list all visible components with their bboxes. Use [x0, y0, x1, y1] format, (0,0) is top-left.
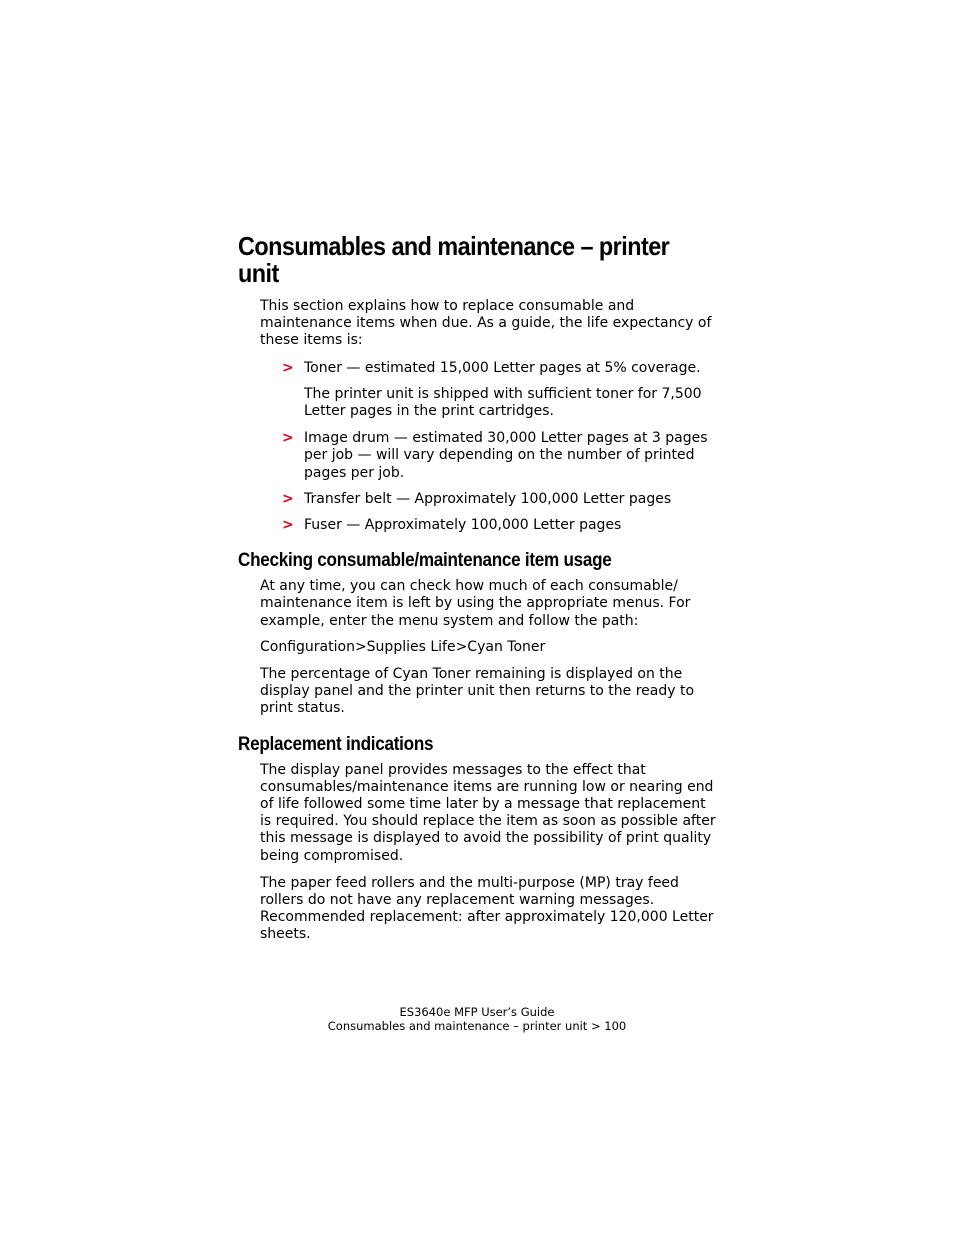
life-expectancy-list: [238, 360, 718, 377]
bullet-arrow-icon: >: [282, 490, 294, 507]
list-item-text: Transfer belt — Approximately 100,000 Letter pages: [304, 490, 672, 507]
list-item-transfer-belt: [282, 490, 716, 508]
intro-paragraph: This section explains how to replace consumable and maintenance items when due. As a guide, the life expectancy of these items is:: [260, 298, 712, 349]
page-footer: [0, 1006, 954, 1033]
list-item-text: Fuser — Approximately 100,000 Letter pages: [304, 517, 622, 534]
section-heading-checking: Checking consumable/maintenance item usage: [238, 550, 612, 572]
list-item-fuser: [282, 517, 716, 534]
feed-rollers-paragraph: The paper feed rollers and the multi-purpose (MP) tray feed rollers do not have any replacement warning messages. Recommended replacement: after approximately 120,000 Letter sheets.: [260, 874, 714, 943]
list-item-image-drum: [282, 430, 716, 482]
bullet-arrow-icon: >: [282, 430, 294, 447]
page-title: Consumables and maintenance – printer unit: [238, 231, 670, 288]
list-item-text: Image drum — estimated 30,000 Letter pages at 3 pages per job — will vary depending on the number of printed pages per job.: [304, 430, 708, 481]
toner-note: The printer unit is shipped with sufficient toner for 7,500 Letter pages in the print cartridges.: [304, 385, 702, 420]
section-heading-replacement: Replacement indications: [238, 733, 434, 755]
page-content: [238, 233, 718, 944]
checking-paragraph: At any time, you can check how much of each consumable/ maintenance item is left by using the appropriate menus. For example, enter the menu system and follow the path:: [260, 578, 691, 629]
list-item-toner: [282, 359, 716, 377]
bullet-arrow-icon: >: [282, 517, 294, 534]
checking-result-paragraph: The percentage of Cyan Toner remaining is displayed on the display panel and the printer unit then returns to the ready to print status.: [260, 666, 695, 717]
bullet-arrow-icon: >: [282, 359, 294, 376]
replacement-paragraph: The display panel provides messages to the effect that consumables/maintenance items are running low or nearing end of life followed some time later by a message that replacement is required. You should replace the item as soon as possible after this message is displayed to avoid the possibility of print quality being compromised.: [260, 761, 716, 864]
footer-page-reference: Consumables and maintenance – printer unit > 100: [327, 1018, 627, 1033]
menu-path: Configuration>Supplies Life>Cyan Toner: [260, 638, 546, 655]
footer-guide-title: ES3640e MFP User’s Guide: [399, 1005, 555, 1019]
list-item-text: Toner — estimated 15,000 Letter pages at 5% coverage.: [304, 359, 701, 376]
